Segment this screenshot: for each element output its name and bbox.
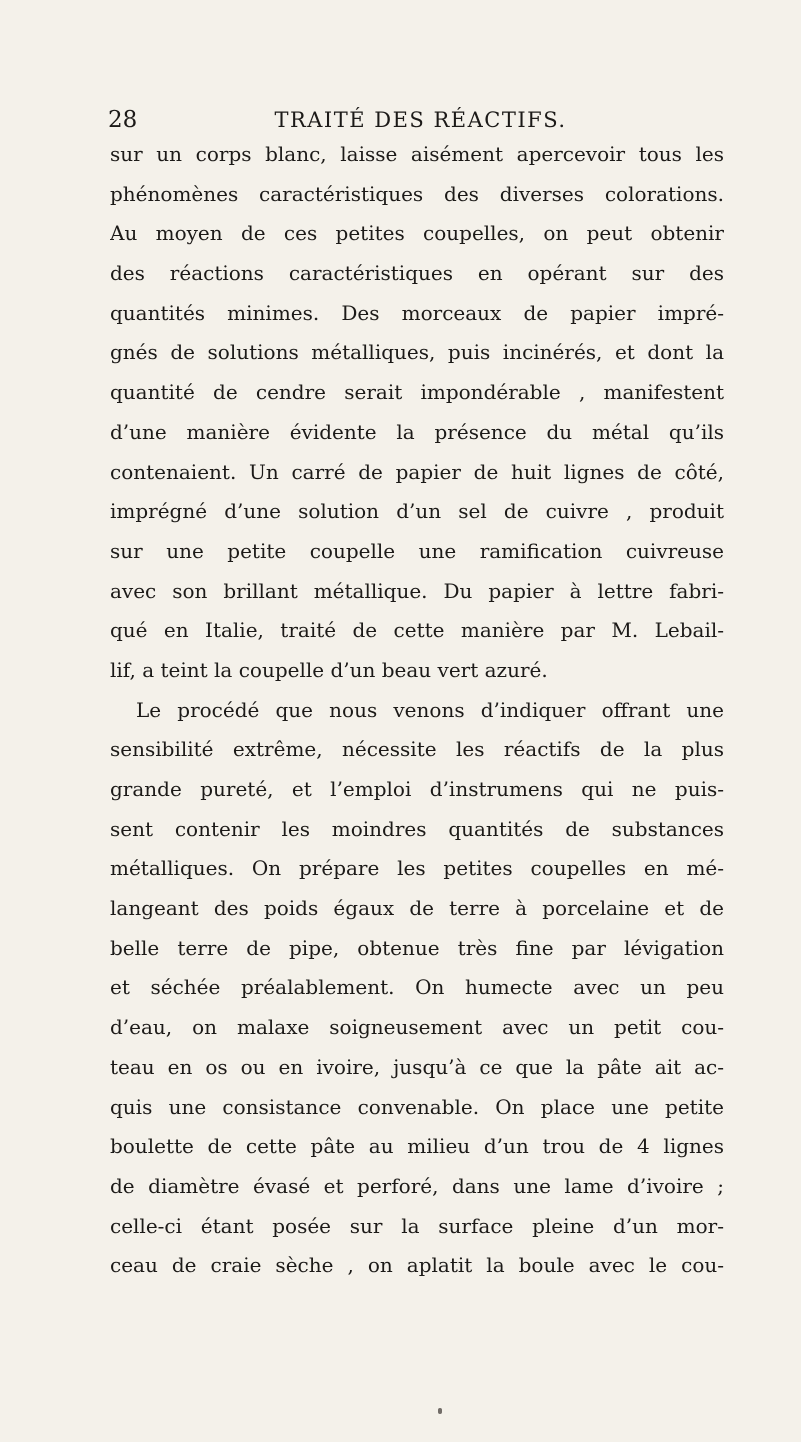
text-line: boulette de cette pâte au milieu d’un trou de 4 lignes — [110, 1134, 724, 1159]
ink-speck — [438, 1408, 442, 1414]
text-line: sent contenir les moindres quantités de substances — [110, 816, 724, 841]
page-header — [0, 100, 801, 140]
text-line: d’eau, on malaxe soigneusement avec un petit cou- — [110, 1015, 724, 1040]
text-line: Le procédé que nous venons d’indiquer offrant une — [136, 697, 724, 722]
text-line: avec son brillant métallique. Du papier à lettre fabri- — [110, 578, 724, 603]
text-line: phénomènes caractéristiques des diverses colorations. — [110, 181, 724, 206]
text-line: grande pureté, et l’emploi d’instrumens qui ne puis- — [110, 777, 724, 801]
text-line: qué en Italie, traité de cette manière par M. Lebail- — [110, 618, 724, 643]
text-line: et séchée préalablement. On humecte avec un peu — [110, 975, 724, 1000]
text-line: métalliques. On prépare les petites coupelles en mé- — [110, 856, 724, 881]
text-line: d’une manière évidente la présence du métal qu’ils — [110, 419, 724, 444]
running-title: TRAITÉ DES RÉACTIFS. — [274, 108, 567, 132]
text-line: imprégné d’une solution d’un sel de cuivre , produit — [110, 499, 724, 524]
text-line: belle terre de pipe, obtenue très fine par lévigation — [110, 935, 724, 960]
text-line: celle-ci étant posée sur la surface pleine d’un mor- — [110, 1213, 724, 1238]
text-line: quis une consistance convenable. On place une petite — [110, 1094, 724, 1119]
text-line: sur une petite coupelle une ramification cuivreuse — [110, 538, 724, 563]
text-line: teau en os ou en ivoire, jusqu’à ce que la pâte ait ac- — [110, 1054, 724, 1079]
text-line: lif, a teint la coupelle d’un beau vert azuré. — [110, 657, 548, 682]
text-line: des réactions caractéristiques en opérant sur des — [110, 261, 724, 286]
text-line: de diamètre évasé et perforé, dans une lame d’ivoire ; — [110, 1173, 724, 1198]
text-line: gnés de solutions métalliques, puis incinérés, et dont la — [110, 340, 724, 365]
text-line: langeant des poids égaux de terre à porcelaine et de — [110, 896, 724, 921]
text-line: sur un corps blanc, laisse aisément apercevoir tous les — [110, 142, 724, 166]
text-line: quantité de cendre serait impondérable , manifestent — [110, 380, 724, 405]
body-text — [110, 135, 724, 1286]
text-line: sensibilité extrême, nécessite les réactifs de la plus — [110, 737, 724, 762]
text-line: ceau de craie sèche , on aplatit la boule avec le cou- — [110, 1253, 724, 1278]
text-line: contenaient. Un carré de papier de huit lignes de côté, — [110, 459, 724, 484]
text-line: quantités minimes. Des morceaux de papier impré- — [110, 300, 724, 325]
page-number: 28 — [108, 107, 138, 133]
text-line: Au moyen de ces petites coupelles, on peut obtenir — [110, 221, 724, 246]
